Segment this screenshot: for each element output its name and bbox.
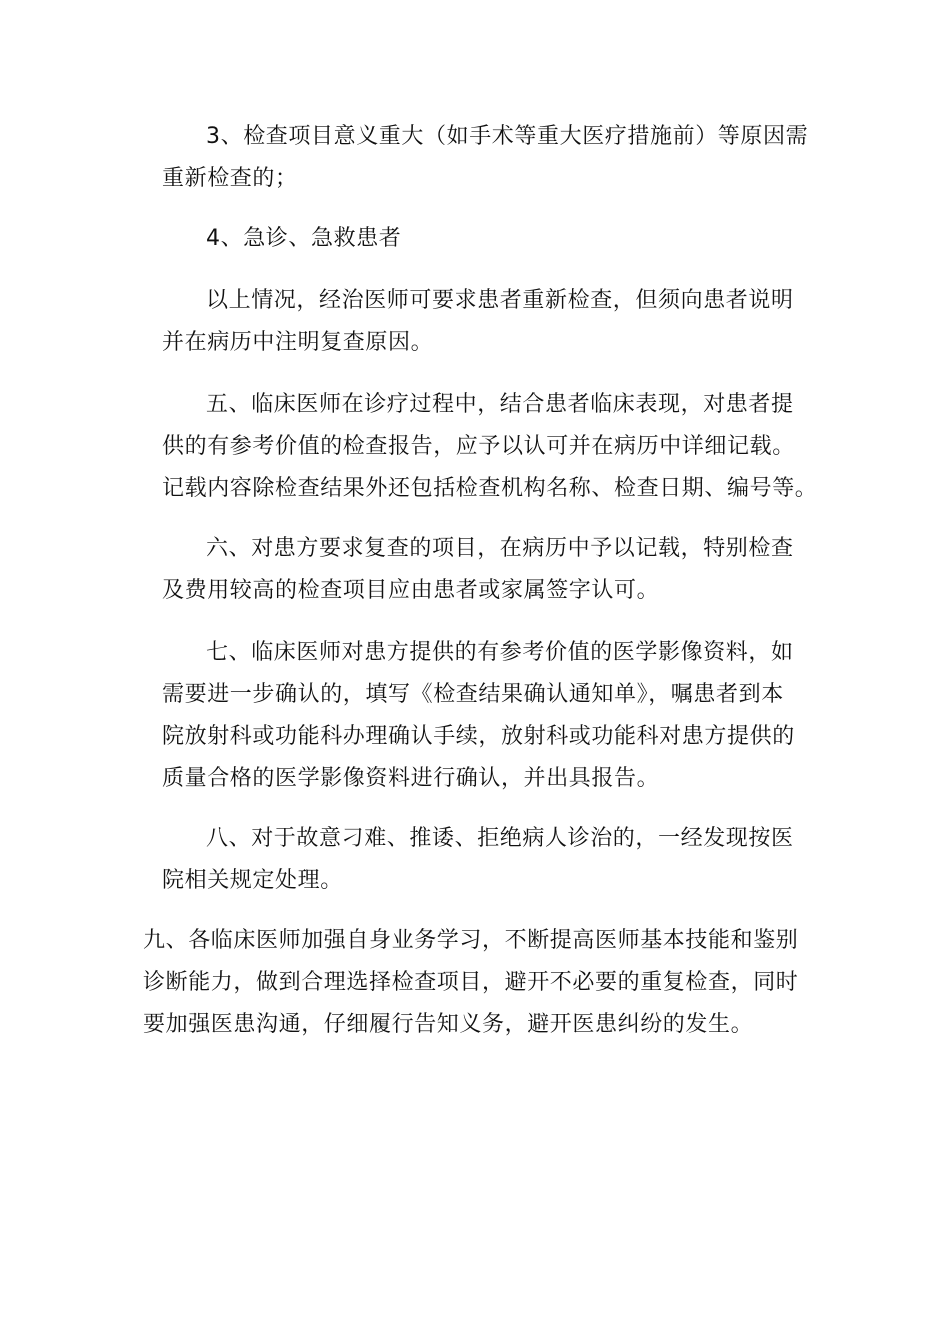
- paragraph-line: 要加强医患沟通，仔细履行告知义务，避开医患纠纷的发生。: [143, 1012, 754, 1037]
- paragraph-line: 重新检查的；: [162, 166, 298, 191]
- paragraph-line: 4、急诊、急救患者: [206, 226, 402, 251]
- paragraph-line: 质量合格的医学影像资料进行确认，并出具报告。: [162, 766, 660, 791]
- paragraph-line: 记载内容除检查结果外还包括检查机构名称、检查日期、编号等。: [162, 476, 818, 501]
- paragraph-line: 以上情况，经治医师可要求患者重新检查，但须向患者说明: [206, 288, 794, 313]
- paragraph-section-5: [162, 384, 817, 510]
- paragraph-line: 并在病历中注明复查原因。: [162, 330, 434, 355]
- paragraph-line: 六、对患方要求复查的项目，在病历中予以记载，特别检查: [206, 536, 794, 561]
- paragraph-section-8: [162, 818, 794, 902]
- paragraph-section-6: [162, 528, 794, 612]
- paragraph-line: 及费用较高的检查项目应由患者或家属签字认可。: [162, 578, 660, 603]
- paragraph-line: 八、对于故意刁难、推诿、拒绝病人诊治的，一经发现按医: [206, 826, 794, 851]
- paragraph-line: 供的有参考价值的检查报告，应予以认可并在病历中详细记载。: [162, 434, 795, 459]
- paragraph-line: 诊断能力，做到合理选择检查项目，避开不必要的重复检查，同时: [143, 970, 799, 995]
- paragraph-line: 院相关规定处理。: [162, 868, 343, 893]
- paragraph-section-7: [162, 632, 795, 800]
- paragraph-recheck-note: [162, 280, 794, 364]
- paragraph-line: 五、临床医师在诊疗过程中，结合患者临床表现，对患者提: [206, 392, 794, 417]
- paragraph-line: 需要进一步确认的，填写《检查结果确认通知单》，嘱患者到本: [162, 682, 784, 707]
- paragraph-line: 院放射科或功能科办理确认手续，放射科或功能科对患方提供的: [162, 724, 795, 749]
- paragraph-line: 九、各临床医师加强自身业务学习，不断提高医师基本技能和鉴别: [143, 928, 799, 953]
- paragraph-line: 七、临床医师对患方提供的有参考价值的医学影像资料，如: [206, 640, 794, 665]
- paragraph-line: 3、检查项目意义重大（如手术等重大医疗措施前）等原因需: [206, 124, 809, 149]
- paragraph-item-3: [162, 116, 808, 200]
- paragraph-section-9: [143, 920, 798, 1046]
- paragraph-item-4: [162, 218, 401, 260]
